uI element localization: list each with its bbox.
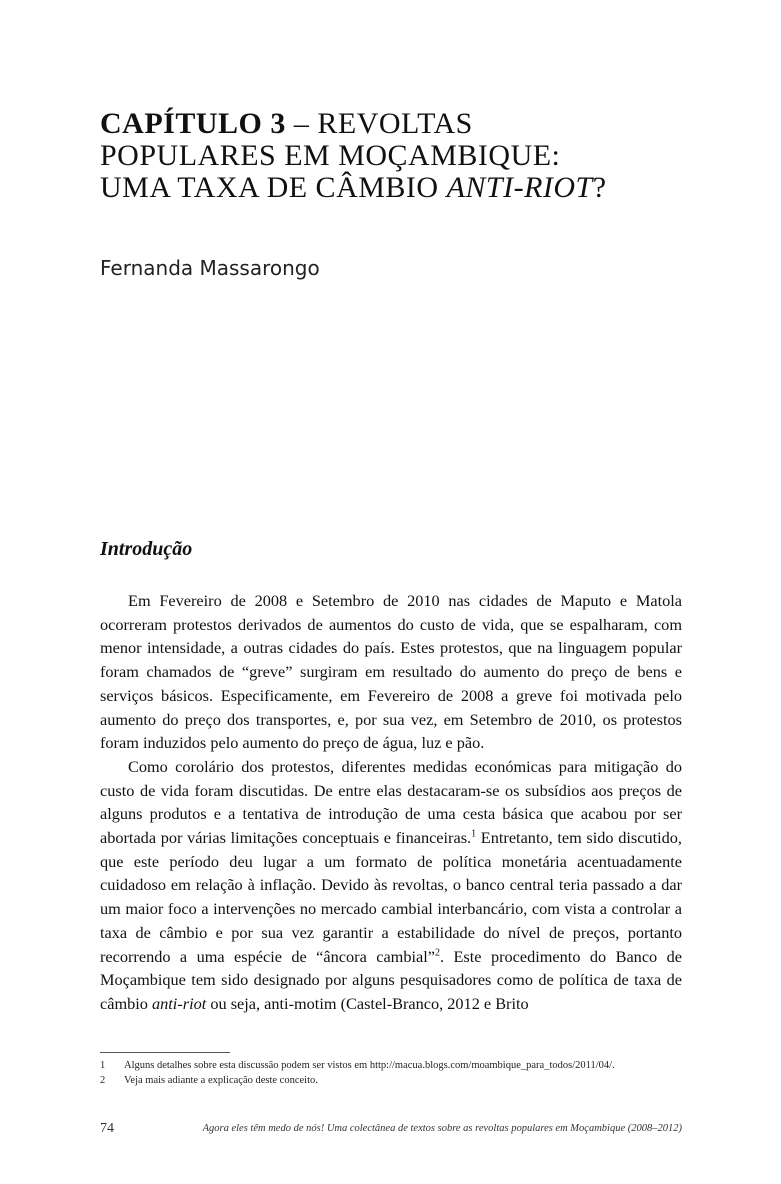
section-heading: Introdução bbox=[100, 538, 193, 560]
paragraph-2-part-4: ou seja, anti-motim (Castel-Branco, 2012 e Brito bbox=[206, 993, 529, 1013]
chapter-title-line-3-pre: UMA TAXA DE CÂMBIO bbox=[100, 171, 447, 204]
chapter-title-line-1 bbox=[100, 108, 720, 140]
running-title: Agora eles têm medo de nós! Uma colectânea de textos sobre as revoltas populares em Moçambique (2008–2012) bbox=[202, 1123, 682, 1134]
page-number: 74 bbox=[100, 1121, 114, 1136]
chapter-title-line-2: POPULARES EM MOÇAMBIQUE: bbox=[100, 139, 561, 172]
chapter-title-line-3-post: ? bbox=[592, 171, 607, 204]
footnote-2 bbox=[100, 1073, 700, 1088]
paragraph-2-italic-term: anti-riot bbox=[152, 993, 207, 1013]
footnote-number: 2 bbox=[100, 1075, 106, 1086]
chapter-title bbox=[100, 108, 720, 204]
paragraph-2-part-2: Entretanto, tem sido discutido, que este período deu lugar a um formato de política monetária acentuadamente cuidadoso em relação à inflação. Devido às revoltas, o banco central teria passado a dar um maior foco a intervenções no mercado cambial interbancário, com vista a controlar a taxa de câmbio e por sua vez garantir a estabilidade do nível de preços, portanto recorrendo a uma espécie de “âncora cambial” bbox=[100, 828, 683, 966]
chapter-title-italic: ANTI-RIOT bbox=[446, 171, 593, 204]
paragraph-2-part-1: Como corolário dos protestos, diferentes medidas económicas para mitigação do custo de vida foram discutidas. De entre elas destacaram-se os subsídios aos preços de alguns produtos e a tentativa de introdução de uma cesta básica que acabou por ser abortada por várias limitações conceptuais e financeiras. bbox=[100, 756, 682, 848]
footnotes bbox=[100, 1058, 700, 1088]
footnote-divider bbox=[100, 1052, 230, 1053]
footnote-number: 1 bbox=[100, 1060, 106, 1071]
chapter-number: CAPÍTULO 3 bbox=[100, 107, 286, 140]
author-name: Fernanda Massarongo bbox=[100, 256, 320, 280]
paragraph-1: Em Fevereiro de 2008 e Setembro de 2010 nas cidades de Maputo e Matola ocorreram protestos derivados de aumentos do custo de vida, que se espalharam, com menor intensidade, a outras cidades do país. Estes protestos, que na linguagem popular foram chamados de “greve” surgiram em resultado do aumento do preço de bens e serviços básicos. Especificamente, em Fevereiro de 2008 a greve foi motivada pelo aumento do preço dos transportes, e, por sua vez, em Setembro de 2010, os protestos foram induzidos pelo aumento do preço de água, luz e pão. bbox=[100, 591, 682, 753]
page-footer bbox=[100, 1121, 682, 1139]
footnote-text: Alguns detalhes sobre esta discussão podem ser vistos em http://macua.blogs.com/moambique_para_todos/2011/04/. bbox=[124, 1060, 615, 1071]
body-text bbox=[100, 589, 682, 1016]
chapter-title-line-1-rest: REVOLTAS bbox=[317, 107, 473, 140]
paragraph-2 bbox=[100, 755, 682, 1016]
chapter-title-line-3 bbox=[100, 172, 720, 204]
footnote-1 bbox=[100, 1058, 700, 1073]
footnote-ref-2[interactable]: 2 bbox=[434, 947, 440, 959]
footnote-ref-1[interactable]: 1 bbox=[471, 828, 477, 840]
chapter-title-dash: – bbox=[285, 107, 318, 140]
paragraph-2-part-3: . Este procedimento do Banco de Moçambique tem sido designado por alguns pesquisadores como de política de taxa de câmbio bbox=[100, 946, 682, 1013]
footnote-text: Veja mais adiante a explicação deste conceito. bbox=[124, 1075, 318, 1086]
